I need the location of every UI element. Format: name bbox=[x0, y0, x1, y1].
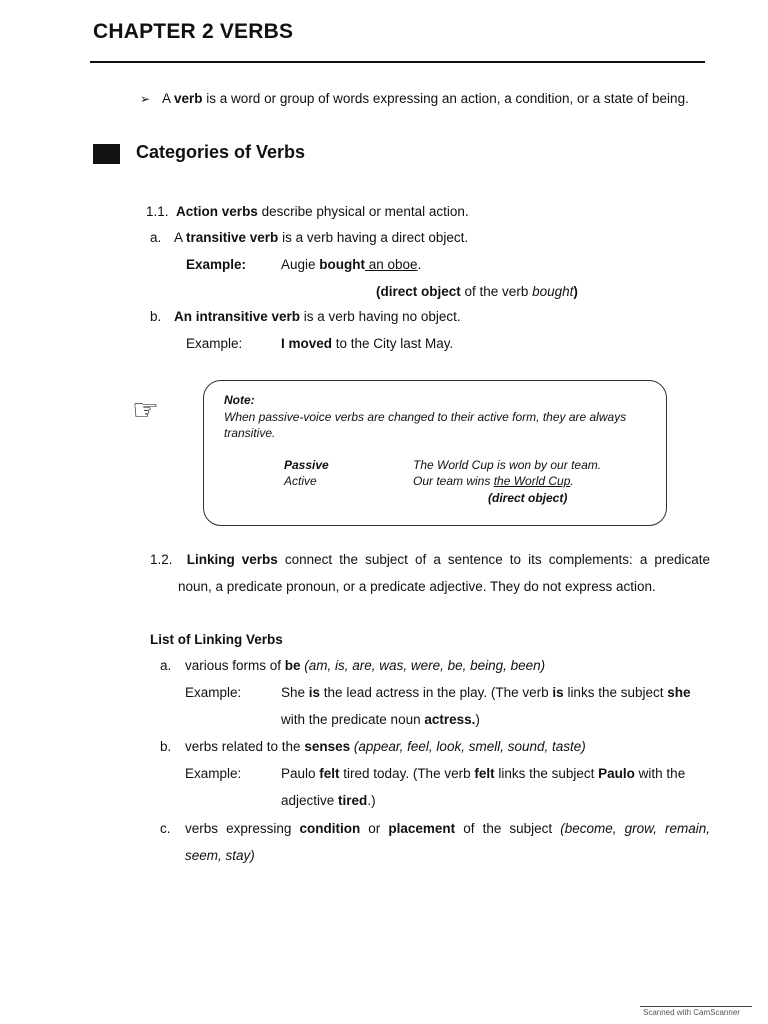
scanner-watermark: Scanned with CamScanner bbox=[643, 1008, 740, 1017]
linking-verbs-term: Linking verbs bbox=[186, 552, 278, 567]
condition-forms-line-2: seem, stay) bbox=[185, 848, 255, 863]
senses-example-line-1 bbox=[281, 765, 685, 783]
transitive-term: transitive verb bbox=[186, 230, 279, 245]
linking-verbs-desc: connect the subject of a sentence to its complements: a predicate bbox=[277, 552, 710, 567]
active-object: the World Cup bbox=[493, 474, 571, 488]
item-letter: a. bbox=[150, 230, 162, 245]
item-term: placement bbox=[388, 821, 456, 836]
item-letter: a. bbox=[160, 658, 172, 673]
page-title: CHAPTER 2 VERBS bbox=[93, 20, 294, 43]
annotation-text: of the verb bbox=[460, 284, 533, 299]
list-item-be bbox=[160, 657, 545, 675]
be-example-line-2 bbox=[281, 711, 480, 729]
linking-verbs-line-1 bbox=[150, 551, 710, 569]
note-line-1: When passive-voice verbs are changed to their active form, they are always bbox=[224, 410, 627, 424]
ex-text: with the predicate noun bbox=[281, 712, 425, 727]
intransitive-desc: is a verb having no object. bbox=[300, 309, 461, 324]
be-example-line-1 bbox=[281, 684, 691, 702]
action-verbs-term: Action verbs bbox=[176, 204, 258, 219]
list-item-condition bbox=[160, 820, 710, 838]
item-letter: c. bbox=[160, 821, 171, 836]
item-number: 1.2. bbox=[150, 552, 173, 567]
ex-verb: felt bbox=[319, 766, 340, 781]
item-term: senses bbox=[304, 739, 351, 754]
ex-text: tired today. (The verb bbox=[339, 766, 475, 781]
ex-verb: is bbox=[552, 685, 564, 700]
note-direct-object-label: (direct object) bbox=[488, 491, 568, 505]
ex-text: adjective bbox=[281, 793, 339, 808]
ex-verb: felt bbox=[474, 766, 495, 781]
list-item-senses bbox=[160, 738, 586, 756]
example-text: Augie bbox=[281, 257, 320, 272]
item-text: verbs related to the bbox=[185, 739, 305, 754]
intransitive-item bbox=[150, 308, 461, 326]
item-forms: (am, is, are, was, were, be, being, been) bbox=[300, 658, 546, 673]
action-verbs-desc: describe physical or mental action. bbox=[257, 204, 469, 219]
ex-text: She bbox=[281, 685, 309, 700]
paren: ( bbox=[376, 284, 381, 299]
annotation-term: direct object bbox=[380, 284, 461, 299]
example-label: Example: bbox=[186, 257, 247, 272]
item-forms: (appear, feel, look, smell, sound, taste) bbox=[350, 739, 586, 754]
senses-example-line-2 bbox=[281, 792, 376, 810]
intransitive-term: An intransitive verb bbox=[174, 309, 301, 324]
example-end: . bbox=[417, 257, 422, 272]
example-verb: bought bbox=[319, 257, 366, 272]
example-label: Example: bbox=[186, 336, 243, 351]
annotation-verb: bought bbox=[532, 284, 574, 299]
example-object: an oboe bbox=[365, 257, 418, 272]
ex-subject: Paulo bbox=[598, 766, 635, 781]
ex-verb: is bbox=[308, 685, 321, 700]
linking-verbs-line-2: noun, a predicate pronoun, or a predicate adjective. They do not express action. bbox=[178, 579, 656, 594]
footer-rule bbox=[640, 1006, 752, 1007]
item-letter: b. bbox=[160, 739, 172, 754]
item-letter: b. bbox=[150, 309, 162, 324]
ex-text: Paulo bbox=[281, 766, 320, 781]
title-rule bbox=[90, 61, 705, 63]
ex-text: links the subject bbox=[494, 766, 599, 781]
example-text: to the City last May. bbox=[332, 336, 454, 351]
item-forms: (become, grow, remain, bbox=[560, 821, 710, 836]
item-term: condition bbox=[299, 821, 361, 836]
ex-subject: she bbox=[667, 685, 691, 700]
ex-adjective: tired bbox=[338, 793, 368, 808]
item-text: various forms of bbox=[185, 658, 285, 673]
active-example bbox=[413, 473, 574, 489]
note-title: Note: bbox=[224, 393, 255, 407]
example-label: Example: bbox=[185, 766, 242, 781]
transitive-desc: is a verb having a direct object. bbox=[278, 230, 469, 245]
verb-definition bbox=[140, 90, 689, 108]
item-text: verbs expressing bbox=[185, 821, 300, 836]
item-term: be bbox=[284, 658, 301, 673]
ex-text: links the subject bbox=[563, 685, 668, 700]
active-end: . bbox=[570, 474, 574, 488]
arrow-bullet-icon: ➢ bbox=[140, 92, 151, 106]
item-text: of the subject bbox=[455, 821, 561, 836]
ex-text: ) bbox=[475, 712, 480, 727]
action-verbs-item bbox=[146, 203, 469, 221]
passive-label: Passive bbox=[284, 458, 329, 472]
definition-term: verb bbox=[174, 91, 203, 106]
section-marker-square bbox=[93, 144, 120, 164]
example-label: Example: bbox=[185, 685, 242, 700]
transitive-example bbox=[281, 256, 421, 274]
section-heading: Categories of Verbs bbox=[136, 142, 306, 162]
ex-text: with the bbox=[634, 766, 686, 781]
transitive-item bbox=[150, 229, 468, 247]
active-label: Active bbox=[284, 474, 317, 488]
ex-noun: actress. bbox=[424, 712, 476, 727]
item-number: 1.1. bbox=[146, 204, 169, 219]
note-box bbox=[203, 380, 667, 526]
passive-example: The World Cup is won by our team. bbox=[413, 458, 602, 472]
ex-text: the lead actress in the play. (The verb bbox=[320, 685, 553, 700]
transitive-lead: A bbox=[174, 230, 187, 245]
item-text: or bbox=[360, 821, 389, 836]
definition-lead: A bbox=[162, 91, 175, 106]
paren: ) bbox=[573, 284, 578, 299]
pointing-hand-icon: ☞ bbox=[132, 394, 159, 427]
definition-text: is a word or group of words expressing an action, a condition, or a state of being. bbox=[202, 91, 689, 106]
example-verb: I moved bbox=[281, 336, 333, 351]
direct-object-annotation bbox=[376, 283, 578, 301]
list-heading: List of Linking Verbs bbox=[150, 632, 283, 647]
ex-text: .) bbox=[367, 793, 376, 808]
note-line-2: transitive. bbox=[224, 426, 276, 440]
intransitive-example bbox=[281, 335, 453, 353]
active-text: Our team wins bbox=[413, 474, 494, 488]
